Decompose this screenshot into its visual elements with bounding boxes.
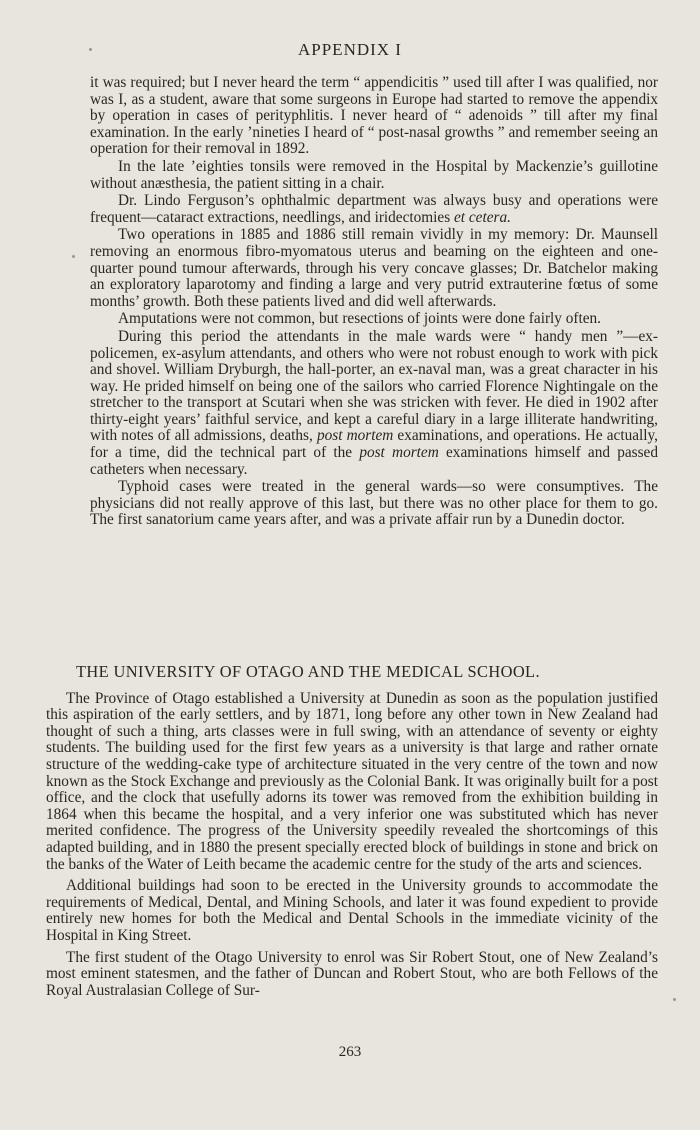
paragraph-appendicitis: it was required; but I never heard the term “ appendicitis ” used till after I was qualified, nor was I, as a student, aware that some surgeons in Europe had started to remove the appendix by operation in cases of perityphlitis. I never heard of “ adenoids ” till after my final examination. In the early ’nineties I heard of “ post-nasal growths ” and remember seeing an operation for their removal in 1892. [90, 74, 658, 158]
running-head: APPENDIX I [298, 40, 402, 59]
paragraph-ophthalmic [90, 193, 658, 226]
post-mortem-italic-2: post mortem [359, 444, 439, 462]
paragraph-additional-buildings: Additional buildings had soon to be erected in the University grounds to accommodate the requirements of Medical, Dental, and Mining Schools, and later it was found expedient to provide entirely new homes for both the Medical and Dental Schools in the immediate vicinity of the Hospital in King Street. [46, 877, 658, 944]
attendants-text-2: examinations, and operations. He actually, for a time, did the technical part of the [90, 427, 658, 462]
upper-text-block [90, 75, 658, 530]
et-cetera-italic: et cetera. [454, 208, 511, 226]
paragraph-university: The Province of Otago established a University at Dunedin as soon as the population justified this aspiration of the early settlers, and by 1871, long before any other town in New Zealand had thought of such a thing, arts classes were in full swing, with an attendance of seventy or eighty students. The building used for the first few years as a university is that large and rather ornate structure of the wedding-cake type of architecture situated in the very centre of the town and now known as the Stock Exchange and previously as the Colonial Bank. It was originally built for a post office, and the clock that usefully adorns its tower was removed from the exhibition building in 1864 when this became the hospital, and a very inferior one was substituted which has never merited confidence. The progress of the University speedily revealed the shortcomings of this adapted building, and in 1880 the present specially erected block of buildings in stone and brick on the banks of the Water of Leith became the academic centre for the study of the arts and sciences. [46, 689, 658, 873]
paper-speck [72, 255, 75, 258]
paragraph-first-student: The first student of the Otago University to enrol was Sir Robert Stout, one of New Zealand’s most eminent statesmen, and the father of Duncan and Robert Stout, who are both Fellows of the Royal Australasian College of Sur- [46, 948, 658, 999]
paragraph-attendants [90, 329, 658, 478]
paper-speck [673, 998, 676, 1001]
attendants-text-1: During this period the attendants in the male wards were “ handy men ”—ex-policemen, ex-asylum attendants, and others who were not robust enough to work with pick and shovel. William Dryburgh, the hall-porter, an ex-naval man, was a great character in his way. He prided himself on being one of the sailors who carried Florence Nightingale on the stretcher to the transport at Scutari when she was stricken with fever. He died in 1902 after thirty-eight years’ faithful service, and kept a careful diary in a large illiterate handwriting, with notes of all admissions, deaths, [90, 327, 658, 445]
lower-text-block [46, 664, 658, 1004]
paragraph-typhoid: Typhoid cases were treated in the general wards—so were consumptives. The physicians did not really approve of this last, but there was no other place for them to go. The first sanatorium came years after, and was a private affair run by a Dunedin doctor. [90, 478, 658, 529]
paragraph-ophthalmic-text: Dr. Lindo Ferguson’s ophthalmic department was always busy and operations were frequent—cataract extractions, needlings, and iridectomies [90, 192, 658, 226]
page-number: 263 [338, 1044, 362, 1060]
paragraph-operations: Two operations in 1885 and 1886 still remain vividly in my memory: Dr. Maunsell removing an enormous fibro-myomatous uterus and beaming on the eighteen and one-quarter pound tumour afterwards, through his very concave glasses; Dr. Batchelor making an exploratory laparotomy and finding a large and very putrid extrauterine fœtus of some months’ growth. Both these patients lived and did well afterwards. [90, 226, 658, 310]
section-heading: THE UNIVERSITY OF OTAGO AND THE MEDICAL SCHOOL. [76, 662, 540, 681]
paragraph-amputations: Amputations were not common, but resections of joints were done fairly often. [118, 310, 602, 328]
attendants-text-3: examinations himself and passed catheters when necessary. [90, 444, 658, 478]
paper-speck [89, 48, 92, 51]
paragraph-tonsils: In the late ’eighties tonsils were removed in the Hospital by Mackenzie’s guillotine without anæsthesia, the patient sitting in a chair. [90, 157, 658, 192]
post-mortem-italic-1: post mortem [316, 427, 394, 445]
